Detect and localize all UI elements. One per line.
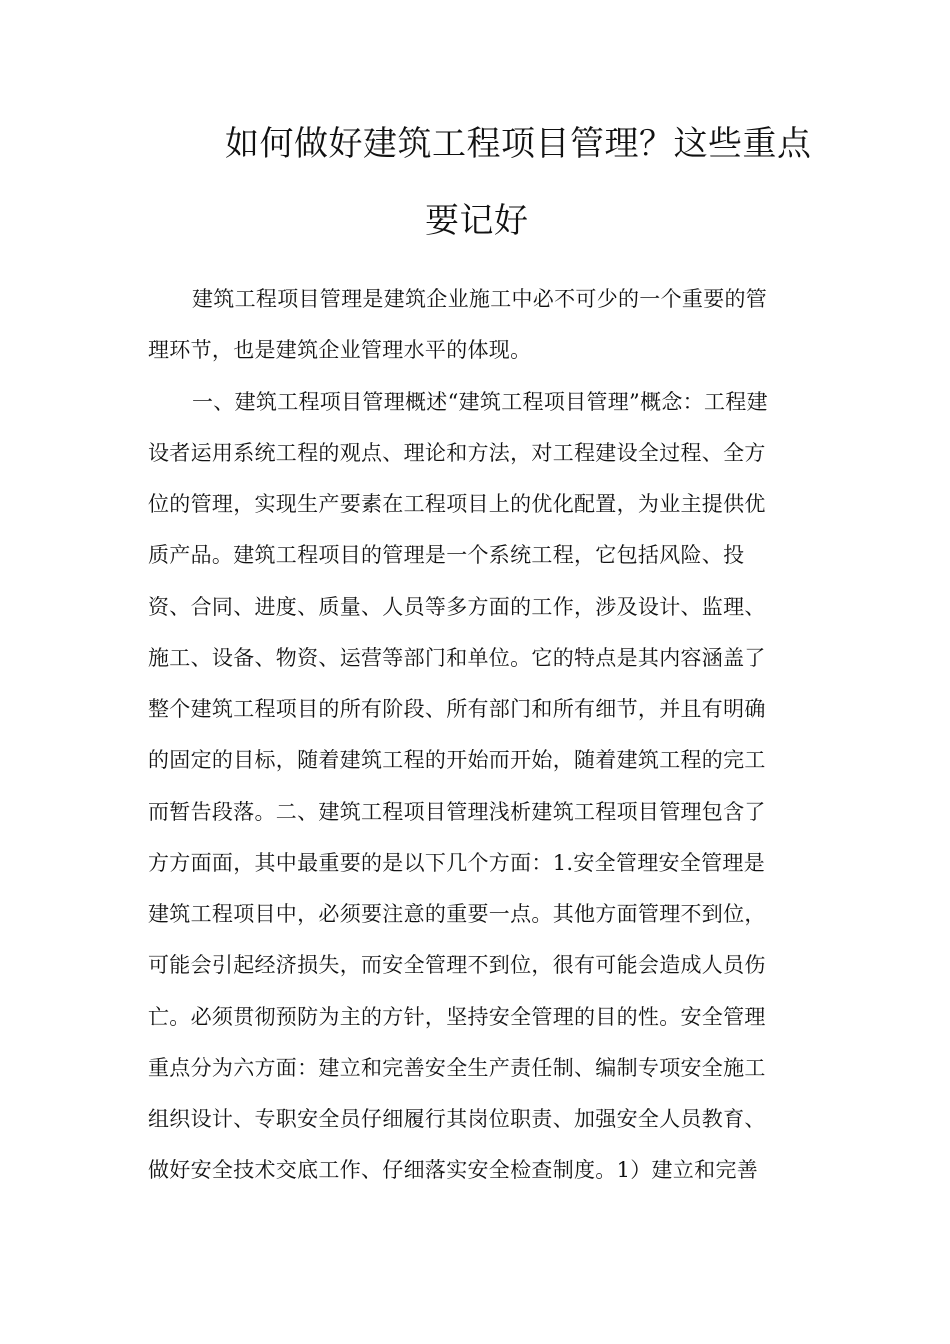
body-line: 而暂告段落。二、建筑工程项目管理浅析建筑工程项目管理包含了 [148, 799, 766, 824]
body-line: 做好安全技术交底工作、仔细落实安全检查制度。1）建立和完善 [148, 1158, 759, 1183]
document-title-line-2: 要记好 [425, 201, 529, 241]
body-line: 建筑工程项目中，必须要注意的重要一点。其他方面管理不到位， [148, 902, 766, 926]
body-line: 理环节，也是建筑企业管理水平的体现。 [148, 338, 532, 363]
body-line: 可能会引起经济损失，而安全管理不到位，很有可能会造成人员伤 [148, 953, 766, 978]
body-line: 建筑工程项目管理是建筑企业施工中必不可少的一个重要的管 [192, 287, 768, 311]
body-line: 一、建筑工程项目管理概述“建筑工程项目管理”概念：工程建 [192, 389, 768, 414]
body-line: 位的管理，实现生产要素在工程项目上的优化配置，为业主提供优 [148, 492, 766, 516]
body-line: 设者运用系统工程的观点、理论和方法，对工程建设全过程、全方 [148, 440, 766, 465]
body-line: 组织设计、专职安全员仔细履行其岗位职责、加强安全人员教育、 [148, 1107, 766, 1131]
document-body [148, 274, 798, 1197]
body-line: 的固定的目标，随着建筑工程的开始而开始，随着建筑工程的完工 [148, 748, 766, 773]
body-line: 资、合同、进度、质量、人员等多方面的工作，涉及设计、监理、 [148, 594, 766, 619]
body-line: 方方面面，其中最重要的是以下几个方面：1.安全管理安全管理是 [148, 850, 766, 875]
document-title-line-1: 如何做好建筑工程项目管理？这些重点 [225, 124, 812, 164]
body-line: 施工、设备、物资、运营等部门和单位。它的特点是其内容涵盖了 [148, 645, 766, 670]
body-line: 质产品。建筑工程项目的管理是一个系统工程，它包括风险、投 [148, 543, 745, 568]
body-line: 整个建筑工程项目的所有阶段、所有部门和所有细节，并且有明确 [148, 697, 766, 721]
body-line: 重点分为六方面：建立和完善安全生产责任制、编制专项安全施工 [148, 1055, 766, 1080]
body-line: 亡。必须贯彻预防为主的方针，坚持安全管理的目的性。安全管理 [148, 1004, 766, 1029]
